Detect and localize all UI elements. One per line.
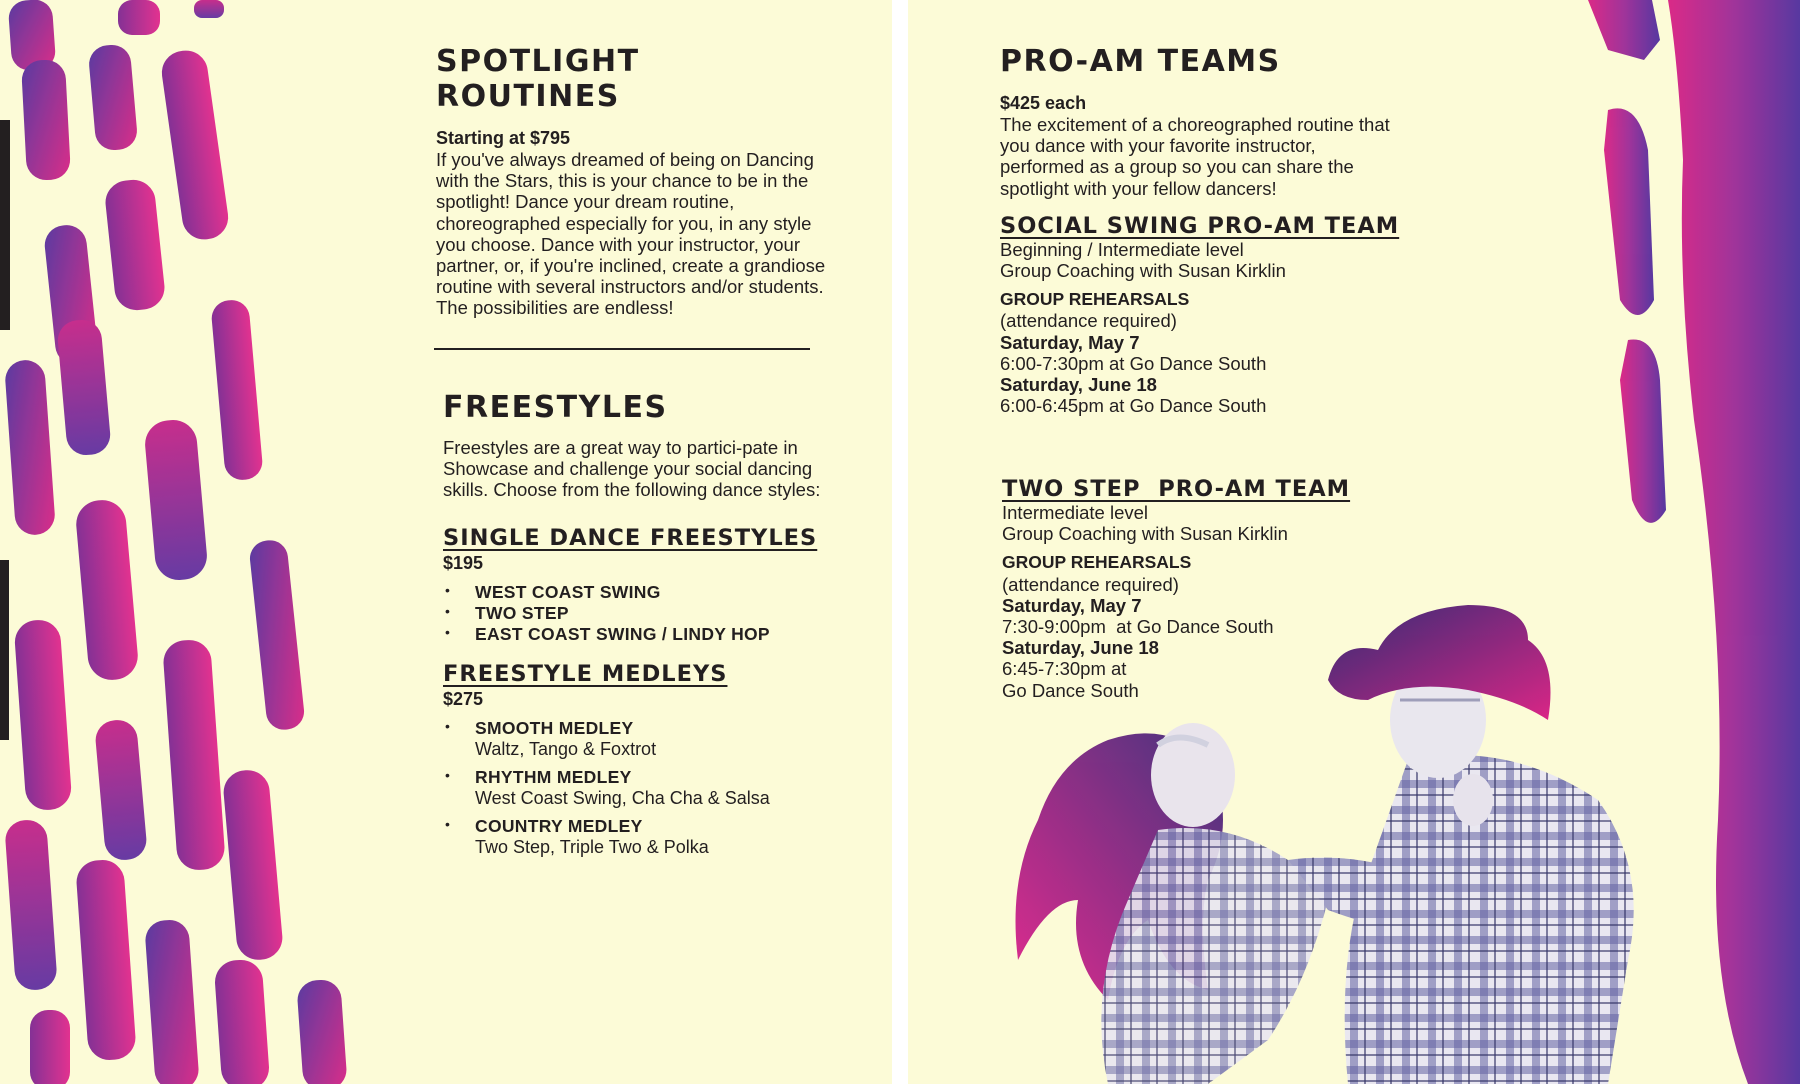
session-date: Saturday, May 7 (1002, 594, 1142, 616)
social-swing-coach: Group Coaching with Susan Kirklin (1000, 260, 1286, 282)
two-step-coach: Group Coaching with Susan Kirklin (1002, 523, 1288, 545)
session-time: 6:45-7:30pm at (1002, 658, 1127, 680)
two-step-level: Intermediate level (1002, 502, 1149, 523)
medleys-heading: FREESTYLE MEDLEYS (443, 660, 728, 687)
spotlight-section (436, 44, 826, 319)
two-step-rehearsal-title: GROUP REHEARSALS (1002, 552, 1192, 573)
session-date: Saturday, June 18 (1002, 637, 1159, 659)
session-location: Go Dance South (1002, 679, 1139, 701)
page-gutter (892, 0, 908, 1084)
proam-price: $425 each (1000, 93, 1087, 113)
freestyles-section (443, 390, 823, 858)
social-swing-rehearsal-title: GROUP REHEARSALS (1000, 289, 1190, 310)
list-item: • TWO STEP (443, 603, 823, 624)
list-item: • RHYTHM MEDLEY West Coast Swing, Cha Cha & Salsa (443, 767, 823, 809)
session-time: 6:00-6:45pm at Go Dance South (1000, 395, 1267, 417)
spotlight-price: Starting at $795 (436, 128, 571, 148)
brush-strokes-decoration (0, 0, 380, 1084)
social-swing-heading: SOCIAL SWING PRO-AM TEAM (1000, 212, 1400, 239)
proam-heading: PRO-AM TEAMS (1000, 44, 1281, 79)
spotlight-body: If you've always dreamed of being on Dancing with the Stars, this is your chance to be in the spotlight! Dance your dream routine, choreographed especially for you, in any style you choose. Dance with your instructor, your partner, or, if you're inclined, create a grandiose routine with several instructors and/or students. The possibilities are endless! (436, 149, 826, 319)
two-step-section (1002, 476, 1402, 701)
right-page (908, 0, 1800, 1084)
medleys-price: $275 (443, 688, 484, 709)
two-step-rehearsal-note: (attendance required) (1002, 573, 1179, 595)
list-item: • COUNTRY MEDLEY Two Step, Triple Two & Polka (443, 816, 823, 858)
proam-body: The excitement of a choreographed routine that you dance with your favorite instructor, performed as a group so you can share the spotlight with your fellow dancers! (1000, 114, 1390, 199)
two-step-heading: TWO STEP PRO-AM TEAM (1002, 476, 1351, 502)
spotlight-heading: SPOTLIGHT ROUTINES (436, 44, 640, 114)
list-item: • EAST COAST SWING / LINDY HOP (443, 624, 823, 645)
single-dance-heading: SINGLE DANCE FREESTYLES (443, 524, 818, 551)
medleys-list (443, 718, 823, 858)
social-swing-rehearsal-note: (attendance required) (1000, 310, 1177, 332)
section-divider (434, 348, 810, 350)
proam-section (1000, 44, 1400, 416)
freestyles-heading: FREESTYLES (443, 390, 668, 425)
session-date: Saturday, June 18 (1000, 374, 1157, 396)
list-item: • SMOOTH MEDLEY Waltz, Tango & Foxtrot (443, 718, 823, 760)
list-item: • WEST COAST SWING (443, 582, 823, 603)
single-dance-list (443, 582, 823, 645)
session-date: Saturday, May 7 (1000, 331, 1140, 353)
left-page (0, 0, 892, 1084)
session-time: 6:00-7:30pm at Go Dance South (1000, 352, 1267, 374)
social-swing-level: Beginning / Intermediate level (1000, 238, 1244, 260)
freestyles-body: Freestyles are a great way to partici-pate in Showcase and challenge your social dancing skills. Choose from the following dance styles: (443, 437, 821, 501)
session-time: 7:30-9:00pm at Go Dance South (1002, 616, 1274, 638)
single-dance-price: $195 (443, 552, 484, 573)
